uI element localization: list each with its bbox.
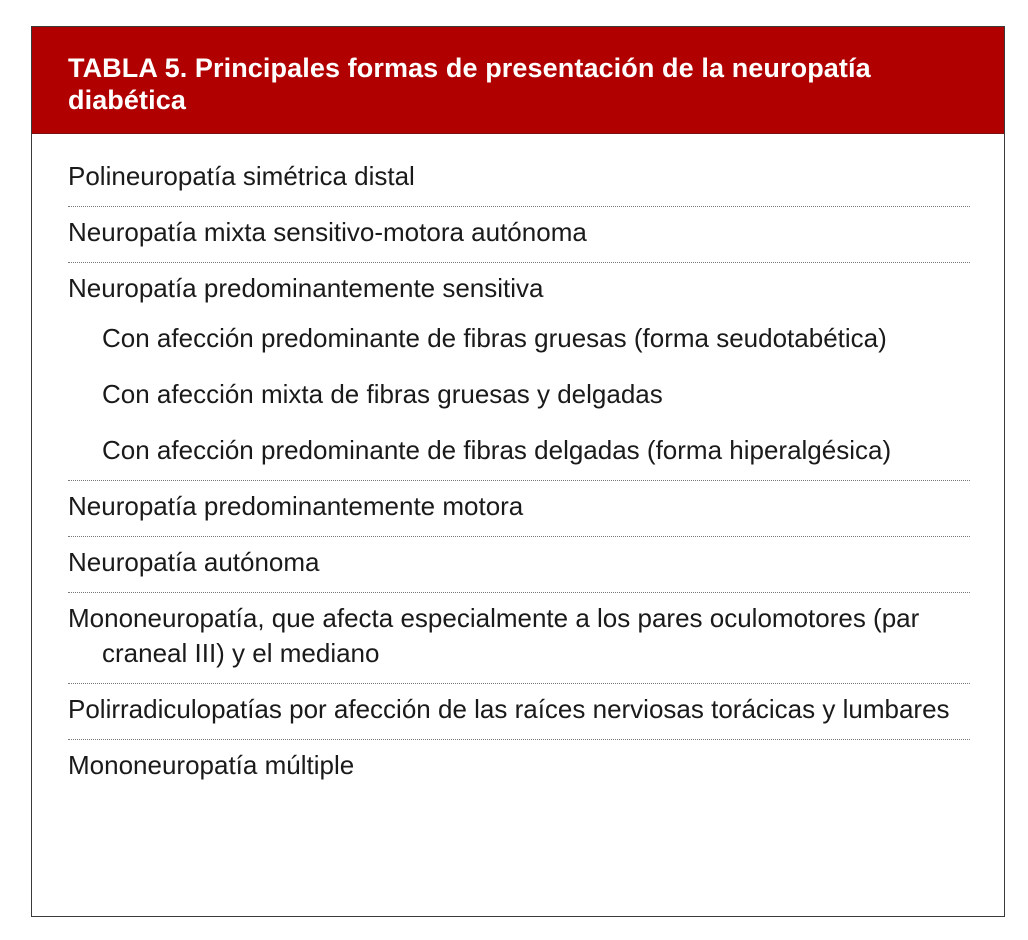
table-row [68,263,970,306]
table-row [68,207,970,263]
table-container [31,26,1005,917]
table-header [32,27,1004,134]
table-row [68,481,970,537]
row-text: Polirradiculopatías por afección de las raíces nerviosas torácicas y lumbares [68,694,950,724]
row-text: Polineuropatía simétrica distal [68,161,415,191]
table-body [68,134,970,795]
table-subrow [68,306,970,356]
row-text: Mononeuropatía múltiple [68,750,355,780]
table-subrow [68,356,970,412]
table-subrow [68,412,970,481]
row-text: Neuropatía mixta sensitivo-motora autónoma [68,217,587,247]
subrow-text: Con afección predominante de fibras gruesas (forma seudotabética) [102,323,887,353]
row-text: Neuropatía autónoma [68,547,320,577]
table-title: TABLA 5. Principales formas de presentación de la neuropatía diabética [68,53,871,115]
table-row [68,593,970,684]
row-text: Neuropatía predominantemente sensitiva [68,273,544,303]
table-row [68,134,970,207]
row-text: Neuropatía predominantemente motora [68,491,524,521]
subrow-text: Con afección mixta de fibras gruesas y delgadas [102,379,663,409]
table-row [68,740,970,795]
table-row [68,684,970,740]
table-row [68,537,970,593]
row-text: Mononeuropatía, que afecta especialmente a los pares oculomotores (par craneal III) y el mediano [68,603,920,668]
subrow-text: Con afección predominante de fibras delgadas (forma hiperalgésica) [102,435,892,465]
